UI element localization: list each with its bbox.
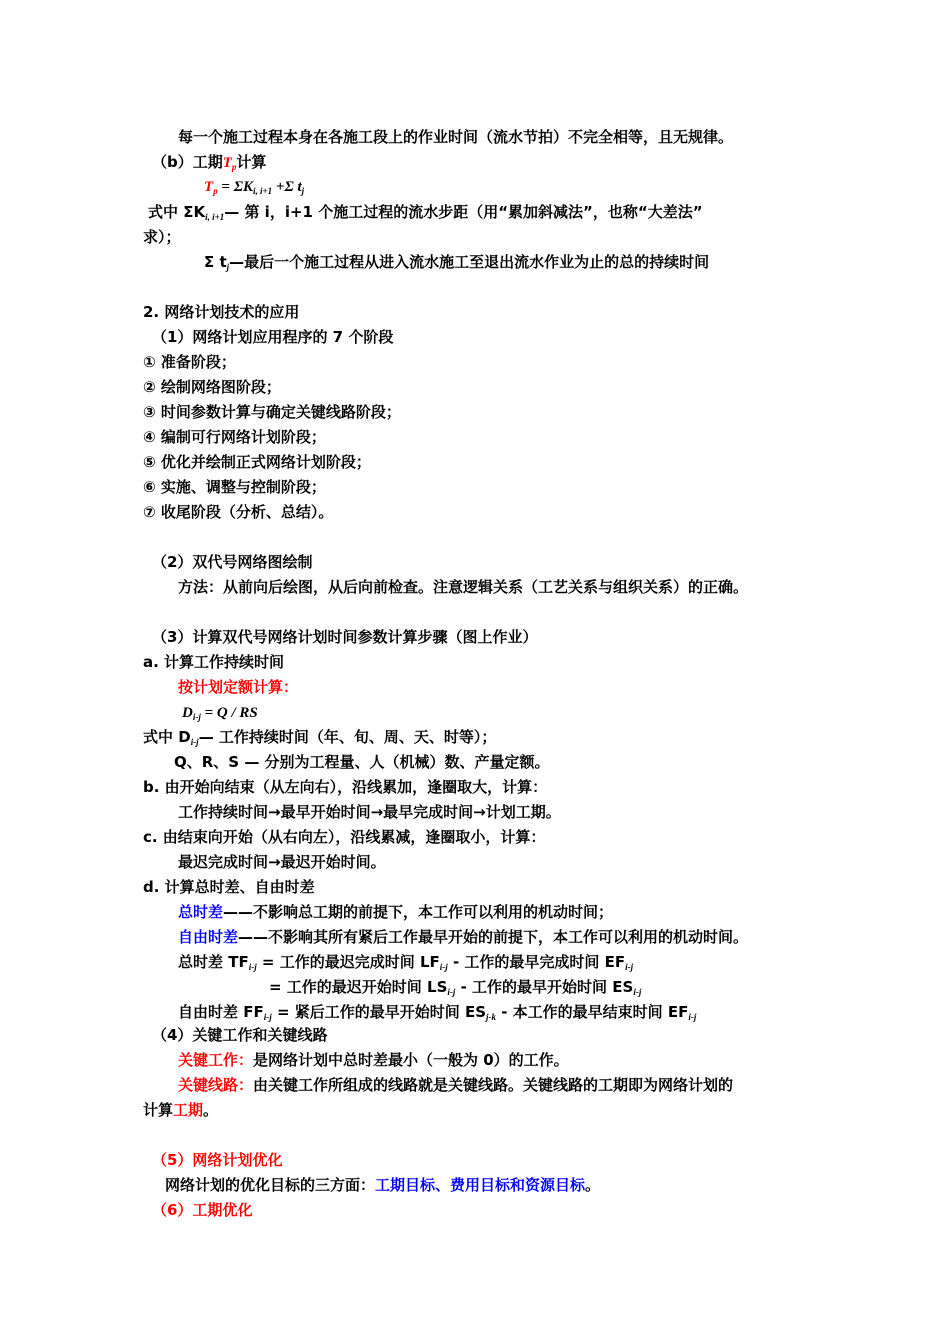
tf-definition xyxy=(178,902,613,922)
symbol-sub: i-j xyxy=(190,737,199,747)
symbol-sub: i-j xyxy=(447,987,456,997)
subheading-3: （3）计算双代号网络计划时间参数计算步骤（图上作业） xyxy=(152,628,538,646)
ff-formula xyxy=(178,1002,696,1027)
method-text: 方法：从前向后绘图，从后向前检查。注意逻辑关系（工艺关系与组织关系）的正确。 xyxy=(178,578,749,596)
heading-period-calc xyxy=(152,152,266,177)
symbol-sub: j xyxy=(301,186,305,196)
text: ——不影响总工期的前提下，本工作可以利用的机动时间； xyxy=(223,903,614,921)
step-b-chain: 工作持续时间→最早开始时间→最早完成时间→计划工期。 xyxy=(178,803,561,821)
text: （5）网络计划优化 xyxy=(152,1151,283,1169)
symbol-sub: j xyxy=(226,262,230,272)
subheading-4: （4）关键工作和关键线路 xyxy=(152,1026,328,1044)
formula-explain-k-cont: 求）； xyxy=(143,228,181,246)
key-work-definition xyxy=(178,1050,569,1070)
symbol-sub: i-j xyxy=(439,962,448,972)
text: 式中 D xyxy=(143,728,191,746)
tf-formula-2 xyxy=(269,977,641,1002)
step-item: ⑦ 收尾阶段（分析、总结）。 xyxy=(143,503,334,521)
term: 关键线路： xyxy=(178,1076,254,1094)
term: 关键工作： xyxy=(178,1051,254,1069)
step-item: ① 准备阶段； xyxy=(143,353,236,371)
symbol-sub: j-k xyxy=(486,1012,497,1022)
text: 总时差 TF xyxy=(178,953,249,971)
subheading-6 xyxy=(152,1200,252,1220)
step-b: b. 由开始向结束（从左向右），沿线累加，逢圈取大，计算： xyxy=(143,778,548,796)
text: 自由时差 FF xyxy=(178,1003,264,1021)
text: — 工作持续时间（年、旬、周、天、时等）； xyxy=(198,728,497,746)
symbol-sub: i, i+1 xyxy=(253,186,273,196)
text: 计算 xyxy=(236,153,267,171)
term: 自由时差 xyxy=(178,928,239,946)
formula-explain-k xyxy=(148,202,703,227)
symbol-T: T xyxy=(222,155,232,171)
step-item: ④ 编制可行网络计划阶段； xyxy=(143,428,326,446)
step-item: ③ 时间参数计算与确定关键线路阶段； xyxy=(143,403,401,421)
text: - 工作的最早完成时间 EF xyxy=(447,953,626,971)
quota-calc-label xyxy=(178,677,298,697)
text: （6）工期优化 xyxy=(152,1201,253,1219)
subheading-5 xyxy=(152,1150,282,1170)
text: —最后一个施工过程从进入流水施工至退出流水作业为止的总的持续时间 xyxy=(229,253,710,271)
formula-duration xyxy=(182,702,258,727)
text: Σ t xyxy=(204,253,227,271)
text: 按计划定额计算： xyxy=(178,678,299,696)
text: 。 xyxy=(203,1101,219,1119)
symbol-sub: i-j xyxy=(688,1012,697,1022)
step-c: c. 由结束向开始（从右向左），沿线累减，逢圈取小，计算： xyxy=(143,828,546,846)
step-item: ⑤ 优化并绘制正式网络计划阶段； xyxy=(143,453,371,471)
paragraph-rhythm-note: 每一个施工过程本身在各施工段上的作业时间（流水节拍）不完全相等，且无规律。 xyxy=(178,128,734,146)
symbol-D: D xyxy=(182,705,193,721)
text: 式中 ΣK xyxy=(148,203,206,221)
text: （b）工期 xyxy=(152,153,223,171)
symbol-sub: i-j xyxy=(248,962,257,972)
symbol-sub: p xyxy=(213,186,218,196)
text: = 工作的最迟完成时间 LF xyxy=(256,953,440,971)
ff-definition xyxy=(178,927,748,947)
text: 网络计划的优化目标的三方面： xyxy=(165,1176,376,1194)
qrs-explain: Q、R、S — 分别为工程量、人（机械）数、产量定额。 xyxy=(174,753,550,771)
step-a: a. 计算工作持续时间 xyxy=(143,653,285,671)
text: 是网络计划中总时差最小（一般为 0）的工作。 xyxy=(253,1051,569,1069)
subheading-1: （1）网络计划应用程序的 7 个阶段 xyxy=(152,328,394,346)
step-c-chain: 最迟完成时间→最迟开始时间。 xyxy=(178,853,386,871)
formula-period xyxy=(204,177,304,201)
symbol-sub: i-j xyxy=(625,962,634,972)
key-path-definition xyxy=(178,1075,733,1095)
tf-formula-1 xyxy=(178,952,633,977)
formula-explain-t xyxy=(204,252,709,277)
formula-sum-k: = ΣK xyxy=(217,179,254,195)
text: - 工作的最早开始时间 ES xyxy=(455,978,634,996)
step-d: d. 计算总时差、自由时差 xyxy=(143,878,315,896)
term: 工期 xyxy=(173,1101,204,1119)
optimization-goals xyxy=(165,1175,600,1195)
step-item: ⑥ 实施、调整与控制阶段； xyxy=(143,478,326,496)
text: 由关键工作所组成的线路就是关键线路。关键线路的工期即为网络计划的 xyxy=(253,1076,734,1094)
symbol-sub: i, i+1 xyxy=(205,212,225,222)
symbol-sub: i-j xyxy=(192,712,201,722)
goals: 工期目标、费用目标和资源目标 xyxy=(375,1176,586,1194)
symbol-sub: p xyxy=(231,162,237,172)
symbol-sub: i-j xyxy=(633,987,642,997)
symbol-sub: i-j xyxy=(263,1012,272,1022)
text: ——不影响其所有紧后工作最早开始的前提下，本工作可以利用的机动时间。 xyxy=(238,928,749,946)
formula-sum-t: +Σ t xyxy=(272,179,302,195)
text: = 工作的最迟开始时间 LS xyxy=(269,978,448,996)
symbol-T: T xyxy=(204,179,214,195)
term: 总时差 xyxy=(178,903,224,921)
text: — 第 i，i+1 个施工过程的流水步距（用“累加斜减法”，也称“大差法” xyxy=(224,203,703,221)
duration-explain xyxy=(143,727,496,752)
subheading-2: （2）双代号网络图绘制 xyxy=(152,553,313,571)
text: = 紧后工作的最早开始时间 ES xyxy=(271,1003,487,1021)
key-path-definition-cont xyxy=(143,1100,218,1120)
text: - 本工作的最早结束时间 EF xyxy=(496,1003,689,1021)
step-item: ② 绘制网络图阶段； xyxy=(143,378,281,396)
formula-tail: = Q / RS xyxy=(200,705,258,721)
section-heading-2: 2. 网络计划技术的应用 xyxy=(143,303,300,321)
text: 计算 xyxy=(143,1101,174,1119)
text: 。 xyxy=(585,1176,601,1194)
